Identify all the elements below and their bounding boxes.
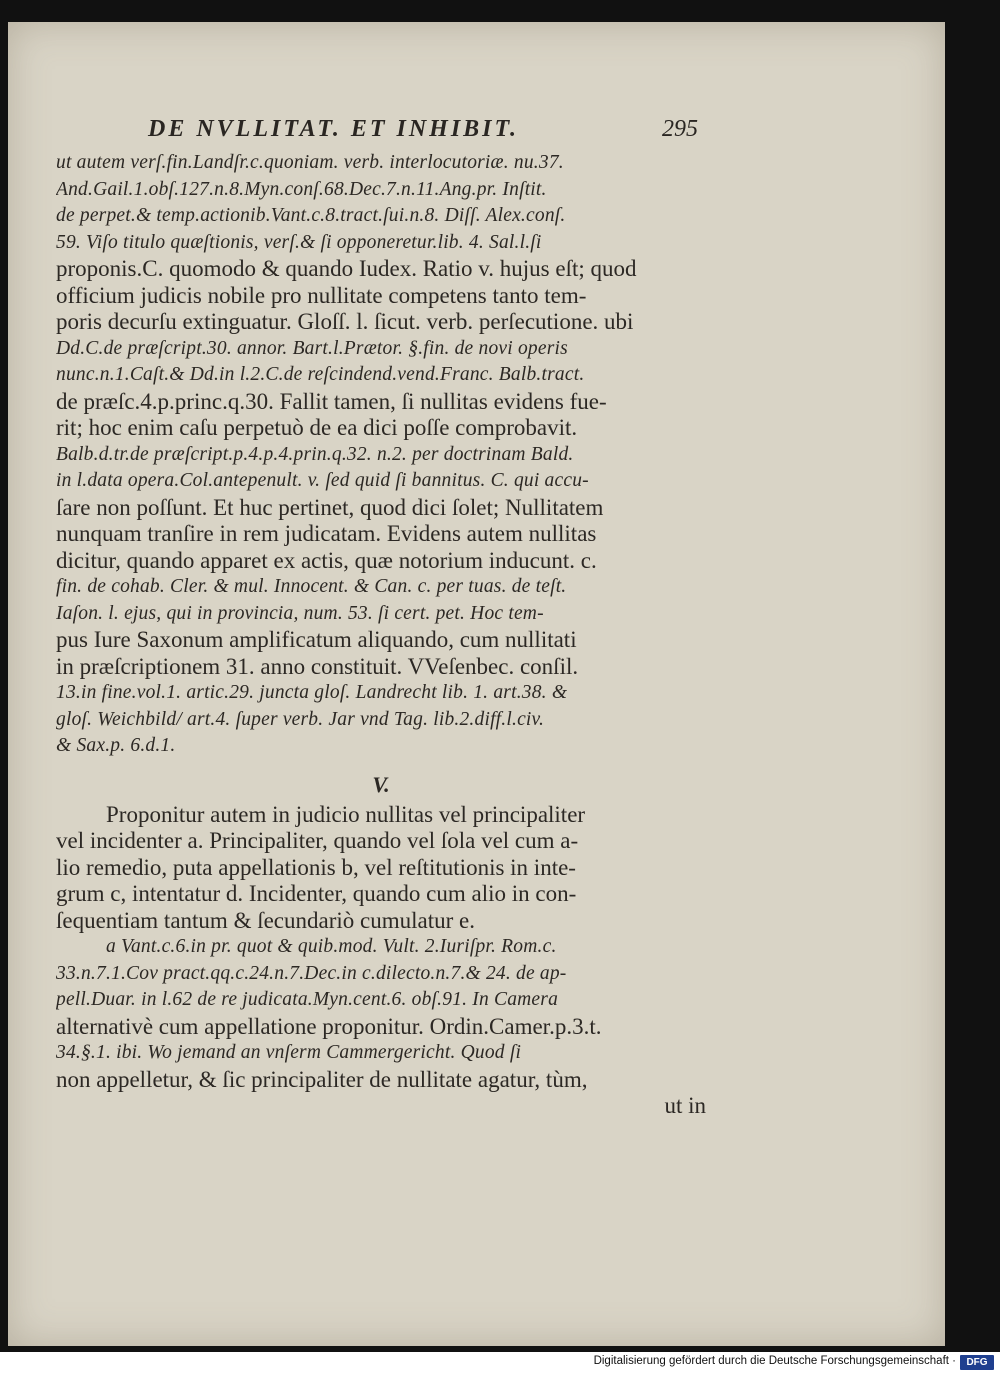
text-line: 59. Viſo titulo quæſtionis, verſ.& ſi opponeretur.lib. 4. Sal.l.ſi [56, 231, 542, 253]
text-line: in præſcriptionem 31. anno constituit. VVeſenbec. conſil. [56, 653, 579, 679]
text-line: gloſ. Weichbild/ art.4. ſuper verb. Jar vnd Tag. lib.2.diff.l.civ. [56, 708, 545, 730]
text-line: ſequentiam tantum & ſecundariò cumulatur e. [56, 907, 475, 933]
footer-credit: Digitalisierung gefördert durch die Deutsche Forschungsgemeinschaft · [593, 1355, 956, 1367]
text-line: in l.data opera.Col.antepenult. v. ſed quid ſi bannitus. C. qui accu- [56, 470, 589, 491]
footer-bar [0, 1352, 1000, 1374]
running-head: DE NVLLITAT. ET INHIBIT. [148, 116, 519, 142]
paragraph-main [56, 150, 706, 760]
text-line: Proponitur autem in judicio nullitas vel principaliter [106, 801, 586, 827]
text-line: nunquam tranſire in rem judicatam. Evidens autem nullitas [56, 521, 597, 546]
text-line: non appelletur, & ſic principaliter de nullitate agatur, tùm, [56, 1066, 588, 1092]
text-line: ut autem verſ.fin.Landſr.c.quoniam. verb. interlocutoriæ. nu.37. [56, 152, 564, 173]
text-block [56, 150, 706, 1120]
text-line: Balb.d.tr.de præſcript.p.4.p.4.prin.q.32. n.2. per doctrinam Bald. [56, 443, 574, 465]
text-line: & Sax.p. 6.d.1. [56, 735, 176, 756]
text-line: 13.in fine.vol.1. artic.29. juncta gloſ. Landrecht lib. 1. art.38. & [56, 682, 568, 703]
paragraph-section-v [56, 802, 706, 1120]
text-line: rit; hoc enim caſu perpetuò de ea dici poſſe comprobavit. [56, 415, 578, 440]
section-mark: V. [372, 771, 390, 797]
book-page [8, 22, 945, 1346]
page-header [148, 116, 698, 143]
text-line: officium judicis nobile pro nullitate competens tanto tem- [56, 282, 587, 308]
text-line: Iaſon. l. ejus, qui in provincia, num. 53. ſi cert. pet. Hoc tem- [56, 602, 544, 624]
text-line: alternativè cum appellatione proponitur. Ordin.Camer.p.3.t. [56, 1013, 602, 1039]
text-line: vel incidenter a. Principaliter, quando vel ſola vel cum a- [56, 828, 579, 853]
dfg-logo: DFG [960, 1355, 994, 1370]
text-line: de præſc.4.p.princ.q.30. Fallit tamen, ſi nullitas evidens fue- [56, 388, 607, 414]
text-line: de perpet.& temp.actionib.Vant.c.8.tract.ſui.n.8. Diſſ. Alex.conſ. [56, 205, 566, 226]
text-line: 33.n.7.1.Cov pract.qq.c.24.n.7.Dec.in c.dilecto.n.7.& 24. de ap- [56, 962, 567, 984]
text-line: And.Gail.1.obſ.127.n.8.Myn.conſ.68.Dec.7.n.11.Ang.pr. Inſtit. [56, 178, 547, 200]
text-line: pell.Duar. in l.62 de re judicata.Myn.cent.6. obſ.91. In Camera [56, 989, 559, 1010]
text-line: fin. de cohab. Cler. & mul. Innocent. & Can. c. per tuas. de teſt. [56, 576, 567, 597]
text-line: pus Iure Saxonum amplificatum aliquando, cum nullitati [56, 627, 577, 652]
page-number: 295 [662, 116, 698, 142]
text-line: Dd.C.de præſcript.30. annor. Bart.l.Prætor. §.fin. de novi operis [56, 337, 568, 359]
text-line: a Vant.c.6.in pr. quot & quib.mod. Vult. 2.Iuriſpr. Rom.c. [106, 936, 557, 957]
text-line: lio remedio, puta appellationis b, vel reſtitutionis in inte- [56, 854, 576, 880]
text-line: proponis.C. quomodo & quando Iudex. Ratio v. hujus eſt; quod [56, 256, 637, 281]
text-line: 34.§.1. ibi. Wo jemand an vnſerm Cammergericht. Quod ſi [56, 1042, 522, 1063]
text-line: ut in [664, 1093, 706, 1118]
text-line: ſare non poſſunt. Et huc pertinet, quod dici ſolet; Nullitatem [56, 494, 604, 520]
text-line: dicitur, quando apparet ex actis, quæ notorium inducunt. c. [56, 547, 597, 573]
text-line: poris decurſu extinguatur. Gloſſ. l. ſicut. verb. perſecutione. ubi [56, 309, 634, 334]
text-line: nunc.n.1.Caſt.& Dd.in l.2.C.de reſcindend.vend.Franc. Balb.tract. [56, 364, 585, 385]
text-line: grum c, intentatur d. Incidenter, quando cum alio in con- [56, 881, 577, 906]
